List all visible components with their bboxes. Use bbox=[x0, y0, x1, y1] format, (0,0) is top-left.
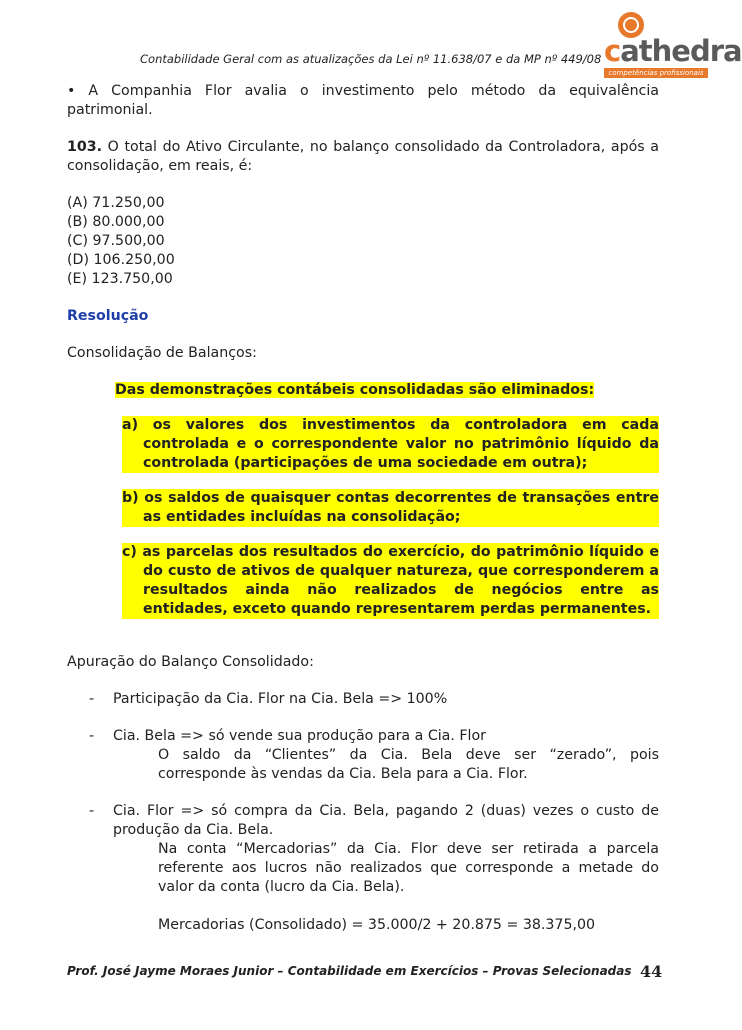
dash-marker: - bbox=[89, 803, 95, 819]
list-item-text: Participação da Cia. Flor na Cia. Bela => 100% bbox=[113, 691, 448, 707]
page-number: 44 bbox=[640, 962, 663, 981]
consolidation-heading: Consolidação de Balanços: bbox=[67, 345, 257, 361]
logo-dot-icon bbox=[625, 19, 637, 31]
option-e: (E) 123.750,00 bbox=[67, 271, 173, 287]
highlight-item-b: b) os saldos de quaisquer contas decorrentes de transações entre as entidades incluídas na consolidação; bbox=[122, 490, 659, 525]
question-text: O total do Ativo Circulante, no balanço consolidado da Controladora, após a consolidação, em reais, é: bbox=[67, 139, 659, 174]
option-a: (A) 71.250,00 bbox=[67, 195, 165, 211]
apuracao-heading: Apuração do Balanço Consolidado: bbox=[67, 654, 314, 670]
highlight-item-a: a) os valores dos investimentos da controladora em cada controlada e o correspondente valor no patrimônio líquido da controlada (participações de uma sociedade em outra); bbox=[122, 417, 659, 471]
footer-credit: Prof. José Jayme Moraes Junior – Contabilidade em Exercícios – Provas Selecionadas bbox=[67, 964, 632, 978]
list-item-note: O saldo da “Clientes” da Cia. Bela deve ser “zerado”, pois corresponde às vendas da Cia. Bela para a Cia. Flor. bbox=[158, 747, 659, 782]
list-item bbox=[67, 802, 659, 935]
page-content bbox=[67, 82, 659, 953]
resolution-title: Resolução bbox=[67, 308, 149, 324]
dash-marker: - bbox=[89, 728, 95, 744]
running-header: Contabilidade Geral com as atualizações da Lei nº 11.638/07 e da MP nº 449/08 bbox=[140, 52, 602, 66]
list-item-text: Cia. Flor => só compra da Cia. Bela, pagando 2 (duas) vezes o custo de produção da Cia. Bela. bbox=[113, 803, 659, 838]
highlight-intro: Das demonstrações contábeis consolidadas são eliminados: bbox=[115, 382, 595, 398]
highlight-item-c: c) as parcelas dos resultados do exercício, do patrimônio líquido e do custo de ativos de qualquer natureza, que corresponderem a resultados ainda não realizados de negócios entre as entidades, exceto quando representarem perdas permanentes. bbox=[122, 544, 659, 617]
logo-word: cathedra bbox=[604, 34, 742, 68]
list-item-text: Cia. Bela => só vende sua produção para a Cia. Flor bbox=[113, 728, 486, 744]
dash-marker: - bbox=[89, 691, 95, 707]
dash-list bbox=[67, 690, 659, 935]
formula-line: Mercadorias (Consolidado) = 35.000/2 + 20.875 = 38.375,00 bbox=[158, 917, 596, 933]
option-b: (B) 80.000,00 bbox=[67, 214, 165, 230]
bullet-paragraph: • A Companhia Flor avalia o investimento pelo método da equivalência patrimonial. bbox=[67, 83, 659, 118]
cathedra-logo bbox=[604, 12, 742, 80]
question-number: 103. bbox=[67, 139, 103, 155]
list-item bbox=[67, 727, 659, 784]
question-paragraph bbox=[67, 138, 659, 176]
option-d: (D) 106.250,00 bbox=[67, 252, 175, 268]
list-item bbox=[67, 690, 659, 709]
answer-options bbox=[67, 194, 659, 289]
list-item-note: Na conta “Mercadorias” da Cia. Flor deve ser retirada a parcela referente aos lucros não realizados que corresponde a metade do valor da conta (lucro da Cia. Bela). bbox=[158, 841, 659, 895]
option-c: (C) 97.500,00 bbox=[67, 233, 165, 249]
logo-tagline: competências profissionais bbox=[604, 68, 708, 78]
